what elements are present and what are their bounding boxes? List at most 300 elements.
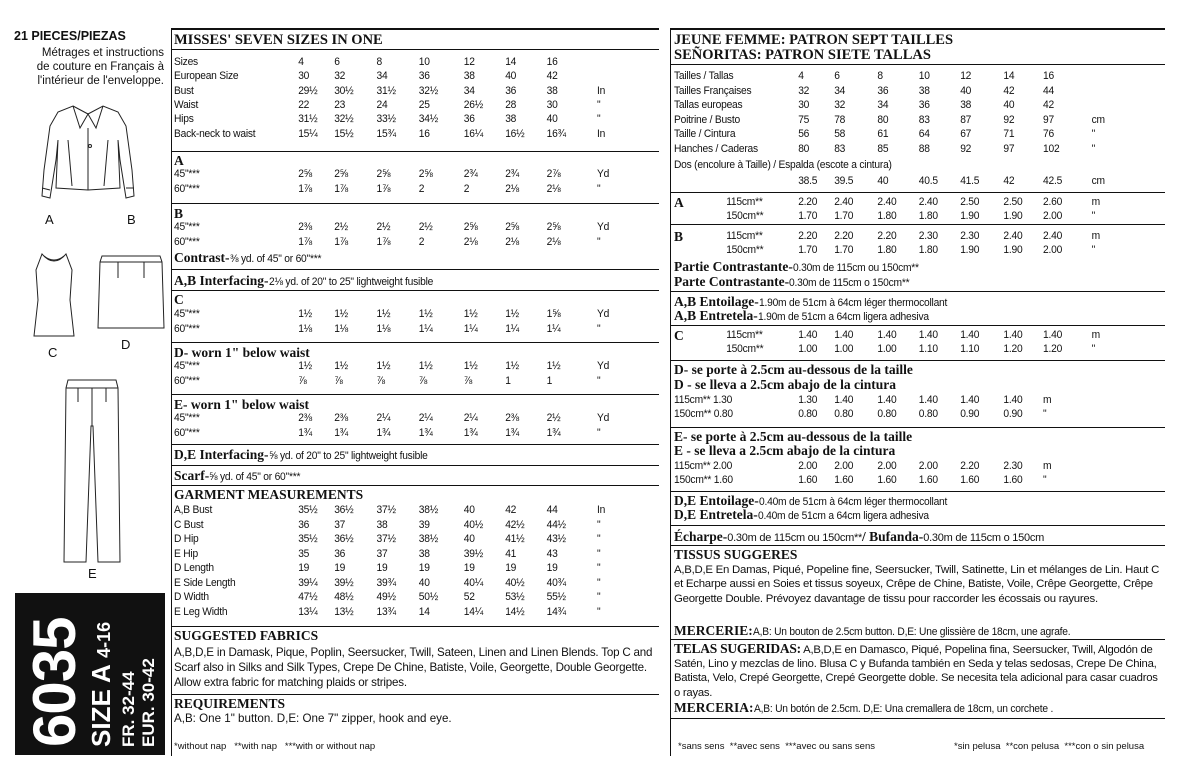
section-d-row [174,375,642,388]
row-value: 36 [877,84,889,97]
detail-text: A,B: Un bouton de 2.5cm button. D,E: Une glissière de 18cm, une agrafe. [752,626,1071,638]
row-value: 16 [1043,70,1054,82]
section-c-heading: C [674,328,684,343]
row-value: 36 [463,113,475,126]
row-unit: m [1043,460,1052,472]
row-value: 35½ [298,533,318,545]
row-value: 1.60 [960,474,980,486]
row-label: E Side Length [174,576,236,589]
row-label: 45"*** [174,308,200,320]
row-value: 39¼ [298,576,318,589]
row-unit: In [597,504,606,516]
row-label: Taille / Cintura [674,128,736,140]
row-value: 31½ [298,113,318,126]
row-value: 83 [834,142,846,155]
row-value: ⅞ [298,375,307,387]
row-value: 34 [376,70,388,83]
row-value: 2.50 [960,196,980,208]
detail-text: ⅝ yd. of 20" to 25" lightweight fusible [268,450,428,462]
row-value: 33½ [376,113,396,126]
row-unit: " [1091,210,1096,222]
row-value: 14 [1003,70,1015,82]
row-value: 0.80 [918,408,938,420]
row-value: 35 [298,547,310,560]
row-value: 44 [1043,84,1054,97]
pants-illustration [62,376,122,566]
row-unit: Yd [597,221,610,233]
row-label: E Hip [174,547,198,560]
size-range: 4-16 [94,621,114,658]
row-value: 2¼ [376,412,391,424]
row-value: 37½ [376,533,396,545]
row-value: 1⅞ [298,236,313,248]
row-label: Waist [174,98,199,111]
row-value: 32 [798,84,810,97]
row-value: 1½ [376,360,391,372]
row-value: 26½ [463,98,484,111]
row-value: 22 [298,98,310,111]
garment-row [174,548,642,561]
scarf-line [174,468,311,484]
garment-row [174,519,642,532]
view-b-label: B [127,212,136,227]
row-value: 38 [418,547,430,560]
section-a-heading: A [674,195,684,210]
row-value: 2⅝ [334,168,349,180]
requirements-heading: REQUIREMENTS [174,696,286,711]
row-label: 150cm** [726,244,764,256]
row-value: 1¾ [334,427,349,439]
row-value: 42 [505,504,517,516]
row-value: 71 [1003,128,1015,140]
row-value: 1½ [334,360,349,372]
tissus-text: A,B,D,E En Damas, Piqué, Popeline fine, Seersucker, Twill, Satinette, Lin et mélanges de Lin. Haut C et Echarpe aussi en Soies et tissus soyeux, Crêpe de Chine, Batiste, Voile, Crêpe Georgette, Crêpe Georgette Double. Prévoyez davantage de tissu pour raccorder les écossais ou rayures. [674,564,1160,605]
row-value: 15¾ [376,127,396,140]
row-label: Hips [174,113,194,126]
row-label: 150cm** 1.60 [674,474,733,486]
row-value: 67 [960,128,972,140]
scarf-line [674,528,1044,546]
row-value: 1.40 [1003,329,1023,341]
row-value: 1¾ [418,427,433,439]
row-value: 80 [798,142,810,155]
row-value: 42 [1043,99,1054,111]
row-unit: " [597,605,601,618]
row-value: 39½ [463,547,484,560]
row-value: 75 [798,113,810,126]
row-value: 1.80 [918,210,938,222]
bold-label: D,E Entoilage- [674,493,759,508]
size-row [674,114,1142,127]
section-d-row [674,394,1142,407]
row-value: 15½ [334,127,354,140]
row-label: D Width [174,591,209,603]
row-value: 40 [463,504,475,516]
section-d-row [674,408,1142,421]
fr-title: JEUNE FEMME: PATRON SEPT TAILLES [674,32,954,48]
row-value: 1 [505,375,511,387]
bold-label: D,E Entretela- [674,507,758,522]
row-unit: Yd [597,168,610,180]
requirements-text: A,B: One 1" button. D,E: One 7" zipper, hook and eye. [174,712,452,725]
mercerie-line [674,623,1105,639]
row-value: 15¼ [298,127,318,140]
row-value: 1.20 [1043,343,1063,355]
row-value: 97 [1043,113,1054,126]
row-value: 2.40 [1043,230,1063,242]
row-label: Tailles Françaises [674,84,752,97]
section-e-es-heading: E - se lleva a 2.5cm abajo de la cintura [674,443,896,458]
row-value: 64 [918,128,930,140]
row-label: C Bust [174,518,204,531]
row-unit: " [597,518,601,531]
detail-text: ⅝ yd. of 45" or 60"*** [209,471,301,483]
row-value: 1¼ [418,323,433,335]
row-label: A,B Bust [174,504,213,516]
row-value: 40½ [505,576,525,589]
section-d-row [174,360,642,373]
row-value: 1.70 [834,244,854,256]
view-c-label: C [48,345,58,360]
row-value: 10 [918,70,930,82]
row-value: 1½ [418,360,433,372]
telas-heading: TELAS SUGERIDAS: [674,641,801,656]
row-value: 39¾ [376,576,396,589]
section-e-row [174,412,642,425]
row-value: 1⅛ [376,323,391,335]
row-value: 1.30 [798,394,818,406]
row-value: 43½ [546,533,566,545]
row-value: 1.00 [798,343,818,355]
row-value: 14½ [505,605,525,618]
row-value: 56 [798,128,810,140]
telas-text [674,642,1164,700]
row-value: 1.60 [877,474,897,486]
row-value: 1¾ [505,427,520,439]
row-unit: " [1043,474,1047,486]
row-value: 41.5 [960,175,980,187]
row-value: 2⅛ [546,183,561,195]
row-value: 2.30 [1003,460,1023,472]
row-value: 19 [418,562,430,574]
fabrics-text: A,B,D,E in Damask, Pique, Poplin, Seersucker, Twill, Sateen, Linen and Linen Blends. Top C and Scarf also in Silks and Silk Types, Crepe De Chine, Batiste, Voile, Georgette, Double Georgette. Allow extra fabric for matching plaids or stripes. [174,646,653,689]
row-value: 1⅞ [298,183,313,195]
row-unit: " [597,113,601,126]
section-d-fr-heading: D- se porte à 2.5cm au-dessous de la taille [674,362,913,377]
section-c-row [674,343,1142,356]
row-value: 1⅝ [546,308,561,320]
row-value: 2.30 [918,230,938,242]
row-label: Back-neck to waist [174,127,256,140]
row-value: 40 [546,113,558,126]
row-value: 1.20 [1003,343,1023,355]
footnote-fr: *sans sens **avec sens ***avec ou sans sens [678,741,875,752]
row-unit: " [597,236,601,248]
size-row [174,56,642,69]
row-label: 115cm** 2.00 [674,460,733,472]
row-value: 1.10 [960,343,980,355]
section-a-row [674,210,1142,223]
row-value: 97 [1003,142,1015,155]
row-value: 2.60 [1043,196,1063,208]
row-value: 2½ [334,221,349,233]
section-b-row [674,244,1142,257]
bold-label: Contrast- [174,250,230,265]
row-value: 2 [463,183,470,195]
row-value: 32½ [334,113,354,126]
row-label: 45"*** [174,221,200,233]
row-label: 115cm** [726,329,763,341]
row-value: 2.00 [877,460,897,472]
row-value: 1½ [298,308,313,320]
row-value: 2⅝ [418,168,433,180]
row-unit: cm [1091,113,1105,126]
section-c-row [174,308,642,321]
row-unit: m [1091,230,1100,242]
row-label: 150cm** [726,210,764,222]
row-value: 0.80 [798,408,818,420]
size-row [674,99,1142,112]
row-label: 45"*** [174,168,200,180]
row-label: D Hip [174,533,199,545]
size-row [174,113,642,126]
row-value: 1.40 [1003,394,1023,406]
row-value: 1.40 [834,329,854,341]
section-e-heading: E- worn 1" below waist [174,397,309,412]
row-value: 13¼ [298,605,318,618]
row-value: 2.00 [1043,210,1063,222]
bold-label: MERCERIE: [674,623,753,638]
row-label: European Size [174,70,239,83]
row-value: 42 [1003,175,1015,187]
size-letter: SIZE A [86,665,116,747]
row-value: 38 [463,70,475,83]
row-value: 8 [877,70,883,82]
row-value: 42.5 [1043,175,1063,187]
row-value: 12 [960,70,972,82]
row-label: 150cm** 0.80 [674,408,733,420]
size-row [174,70,642,83]
row-value: ⅞ [463,375,473,387]
section-d-heading: D- worn 1" below waist [174,345,310,360]
row-value: 19 [376,562,388,574]
row-value: 1¼ [463,323,478,335]
row-value: 38 [376,518,388,531]
row-value: 2⅛ [505,183,520,195]
row-unit: m [1091,329,1100,341]
row-value: 38½ [418,533,439,545]
row-value: 32½ [418,84,439,97]
row-value: 2.00 [798,460,818,472]
row-value: 1.40 [877,329,897,341]
row-value: 2 [418,183,425,195]
row-value: 1⅛ [298,323,313,335]
row-value: 14¼ [463,605,484,618]
row-value: 2.40 [1003,230,1023,242]
row-value: 1½ [463,360,478,372]
row-value: 1½ [334,308,349,320]
row-value: 14¾ [546,605,566,618]
row-value: 1.40 [877,394,897,406]
row-value: 14 [505,56,517,68]
row-value: 1.10 [918,343,938,355]
row-value: 37½ [376,504,396,516]
row-value: 36 [918,99,930,111]
row-value: 2⅝ [376,168,391,180]
row-value: 1.90 [960,244,980,256]
fabrics-heading: SUGGESTED FABRICS [174,628,319,643]
row-value: 2⅝ [505,221,520,233]
row-value: 83 [918,113,930,126]
row-value: 52 [463,591,475,603]
row-value: 1.80 [918,244,938,256]
row-value: 0.90 [1003,408,1023,420]
detail-text: 2⅛ yd. of 20" to 25" lightweight fusible [268,276,433,288]
section-e-row [674,474,1142,487]
row-value: 19 [505,562,517,574]
section-e-row [674,460,1142,473]
row-value: 1.60 [798,474,818,486]
row-value: 39½ [334,576,354,589]
row-value: 36 [298,518,310,531]
row-unit: " [1043,408,1047,420]
note-line: l'intérieur de l'enveloppe. [37,75,164,87]
row-value: 34 [877,99,889,111]
row-label: 60"*** [174,183,200,195]
row-value: 19 [334,562,346,574]
size-row [174,128,642,141]
garment-row [174,562,642,575]
row-value: 1.40 [918,329,938,341]
garment-row [174,591,642,604]
row-value: 16¼ [463,127,484,140]
row-value: 38 [960,99,972,111]
row-value: 1¾ [463,427,478,439]
row-value: 1¼ [505,323,520,335]
row-value: 1.70 [834,210,854,222]
row-value: 1.70 [798,210,818,222]
bold-label: MERCERIA: [674,700,754,715]
dos-row [674,175,1142,188]
row-value: 41½ [505,533,525,545]
row-value: 92 [960,142,972,155]
row-unit: " [597,576,601,589]
bold-label: A,B Entretela- [674,308,758,323]
row-value: 2⅛ [546,236,561,248]
row-value: 14 [418,605,430,618]
note-line: de couture en Français à [36,61,164,73]
row-value: 80 [877,113,889,126]
row-value: 2⅜ [298,412,313,424]
row-value: 1½ [376,308,391,320]
row-value: 30 [798,99,810,111]
row-label: 150cm** [726,343,764,355]
section-b-row [674,230,1142,243]
row-value: 38.5 [798,175,818,187]
row-unit: " [1091,128,1096,140]
merceria-line [674,700,1086,716]
bold-label: Partie Contrastante- [674,259,793,274]
row-value: 36½ [334,533,354,545]
footnote-es: *sin pelusa **con pelusa ***con o sin pelusa [954,741,1145,752]
row-value: 1¼ [546,323,561,335]
row-value: 58 [834,128,846,140]
row-unit: " [1091,244,1096,256]
section-b-heading: B [674,229,684,244]
row-value: 19 [298,562,310,574]
row-value: ⅞ [376,375,385,387]
row-value: 10 [418,56,430,68]
row-value: 2.20 [798,230,818,242]
detail-text: 0.30m de 115cm ou 150cm** [727,532,863,544]
row-label: 115cm** 1.30 [674,394,733,406]
row-value: 2⅝ [463,221,478,233]
row-value: 85 [877,142,889,155]
row-value: 19 [463,562,475,574]
detail-text: 0.40m de 51cm a 64cm ligera adhesiva [757,510,929,522]
row-value: 1.40 [960,329,980,341]
row-value: 1.40 [1043,329,1063,341]
row-label: Hanches / Caderas [674,142,758,155]
row-value: 1.40 [960,394,980,406]
row-unit: " [597,375,601,387]
section-c-heading: C [174,292,184,307]
row-label: 60"*** [174,236,200,248]
row-label: Tallas europeas [674,99,743,111]
row-value: 2⅝ [298,168,313,180]
row-value: 0.80 [834,408,854,420]
section-a-row [174,183,642,196]
row-value: 41 [505,547,517,560]
row-value: 2.20 [798,196,818,208]
row-value: 29½ [298,84,318,97]
row-value: 12 [463,56,475,68]
row-value: 38 [546,84,558,97]
row-value: 40 [1003,99,1015,111]
section-a-heading: A [174,153,184,168]
row-value: 36 [334,547,346,560]
row-value: 36½ [334,504,354,516]
bold-label: A,B Interfacing- [174,273,269,288]
english-yardage-table [174,0,658,775]
row-value: 30 [546,98,558,111]
size-row [174,85,642,98]
section-d-es-heading: D - se lleva a 2.5cm abajo de la cintura [674,377,896,392]
row-unit: " [597,547,601,560]
row-value: 78 [834,113,846,126]
row-value: 87 [960,113,972,126]
row-value: 2.50 [1003,196,1023,208]
row-value: 2½ [546,412,561,424]
row-value: 2.40 [877,196,897,208]
row-value: 1½ [418,308,433,320]
top-illustration [28,250,80,340]
row-label: 60"*** [174,427,200,439]
garment-heading: GARMENT MEASUREMENTS [174,487,364,502]
row-label: 60"*** [174,375,200,387]
row-value: 16¾ [546,127,566,140]
row-value: 1.00 [877,343,897,355]
row-value: 13¾ [376,605,396,618]
row-value: 0.90 [960,408,980,420]
eur-size-range: EUR. 30-42 [139,658,158,747]
size-row [674,70,1142,83]
row-value: 2.00 [1043,244,1063,256]
contrast-line [174,250,331,266]
row-value: 35½ [298,504,318,516]
row-value: 42 [546,70,558,83]
row-value: 55½ [546,591,566,603]
